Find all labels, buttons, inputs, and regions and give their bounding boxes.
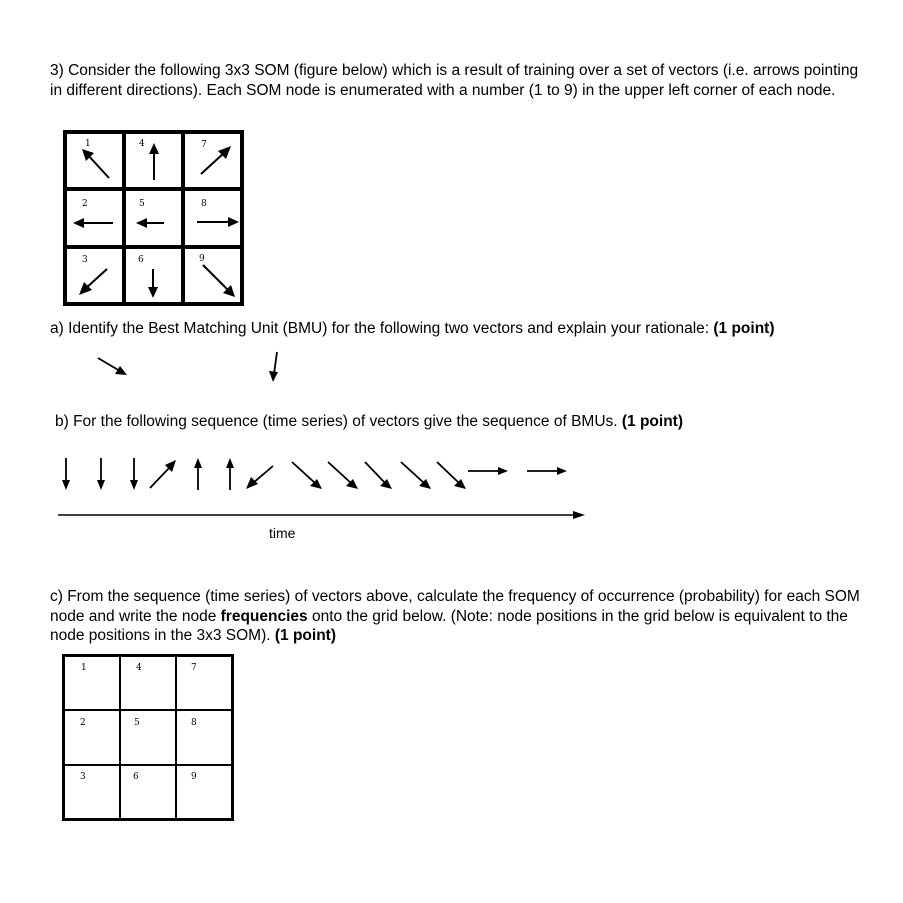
arrow-down-left-icon (67, 249, 122, 302)
seq-down-icon (97, 458, 105, 490)
seq-up-right-icon (150, 460, 176, 488)
seq-down-right-icon (401, 462, 431, 489)
seq-down-right-icon (437, 462, 466, 489)
som-grid (63, 130, 244, 306)
freq-cell-5[interactable] (120, 710, 176, 764)
som-node-9 (183, 247, 242, 304)
node-number: 2 (82, 199, 88, 210)
arrow-left-icon (67, 191, 122, 244)
part-b-question (55, 412, 875, 432)
part-b-points: (1 point) (621, 413, 683, 430)
som-node-3 (65, 247, 124, 304)
seq-down-right-icon (328, 462, 358, 489)
frequency-grid (62, 654, 234, 821)
node-number: 4 (139, 139, 145, 149)
freq-cell-6[interactable] (120, 765, 176, 819)
seq-down-icon (62, 458, 70, 490)
freq-cell-9[interactable] (176, 765, 232, 819)
time-label: time (269, 525, 296, 541)
som-node-2 (65, 189, 124, 246)
arrow-up-icon (126, 134, 181, 187)
arrow-right-icon (185, 191, 240, 244)
node-number: 8 (201, 199, 207, 210)
sequence-strip (55, 450, 595, 530)
node-number: 3 (80, 771, 86, 782)
node-number: 9 (191, 771, 197, 782)
som-node-6 (124, 247, 183, 304)
arrow-down-right-icon (185, 249, 240, 302)
arrow-down-icon (126, 249, 181, 302)
node-number: 9 (199, 253, 205, 264)
seq-up-icon (226, 458, 234, 490)
node-number: 3 (82, 254, 88, 265)
arrow-left-icon (126, 191, 181, 244)
freq-cell-1[interactable] (64, 656, 120, 710)
node-number: 2 (80, 718, 86, 729)
node-number: 5 (134, 718, 140, 729)
part-b-text: b) For the following sequence (time series) of vectors give the sequence of BMUs. (55, 413, 622, 430)
freq-cell-3[interactable] (64, 765, 120, 819)
som-node-8 (183, 189, 242, 246)
part-c-bold-word: frequencies (220, 607, 308, 625)
seq-right-icon (527, 467, 567, 475)
freq-cell-8[interactable] (176, 710, 232, 764)
arrow-up-left-icon (67, 134, 122, 187)
node-number: 8 (191, 718, 197, 729)
node-number: 1 (81, 663, 87, 673)
som-node-1 (65, 132, 124, 189)
part-a-text: a) Identify the Best Matching Unit (BMU) for the following two vectors and explain your rationale: (50, 320, 714, 337)
freq-cell-2[interactable] (64, 710, 120, 764)
question-intro: 3) Consider the following 3x3 SOM (figure below) which is a result of training over a set of vectors (i.e. arrows pointing in different directions). Each SOM node is enumerated with a number (1 to 9) in the upper left corner of each node. (50, 62, 859, 99)
freq-cell-7[interactable] (176, 656, 232, 710)
part-a-points: (1 point) (713, 320, 775, 337)
vector-down-right-icon (98, 358, 127, 375)
part-a-question (50, 319, 870, 339)
som-node-5 (124, 189, 183, 246)
seq-up-icon (194, 458, 202, 490)
seq-down-right-icon (292, 462, 322, 489)
freq-cell-4[interactable] (120, 656, 176, 710)
part-c-question (50, 587, 870, 646)
node-number: 7 (201, 140, 207, 150)
part-c-points: (1 point) (274, 627, 336, 644)
time-axis (58, 511, 585, 519)
seq-down-left-icon (246, 466, 273, 489)
node-number: 6 (133, 771, 139, 782)
seq-right-icon (468, 467, 508, 475)
som-node-4 (124, 132, 183, 189)
part-c-text-1: c) From the sequence (time series) of vectors above, calculate the frequency of occurrence (probability) for each SOM node and write the node (50, 588, 860, 625)
node-number: 7 (191, 663, 197, 673)
node-number: 5 (139, 199, 145, 210)
vector-down-icon (269, 352, 278, 382)
seq-down-icon (130, 458, 138, 490)
part-c-text-2: onto the grid below. (Note: node positions in the grid below is equivalent to the node positions in the 3x3 SOM). (50, 607, 848, 644)
som-node-7 (183, 132, 242, 189)
node-number: 1 (85, 139, 91, 149)
node-number: 4 (136, 663, 142, 673)
seq-down-right-icon (365, 462, 392, 489)
arrow-up-right-icon (185, 134, 240, 187)
node-number: 6 (138, 254, 144, 265)
part-a-vectors (90, 350, 290, 390)
